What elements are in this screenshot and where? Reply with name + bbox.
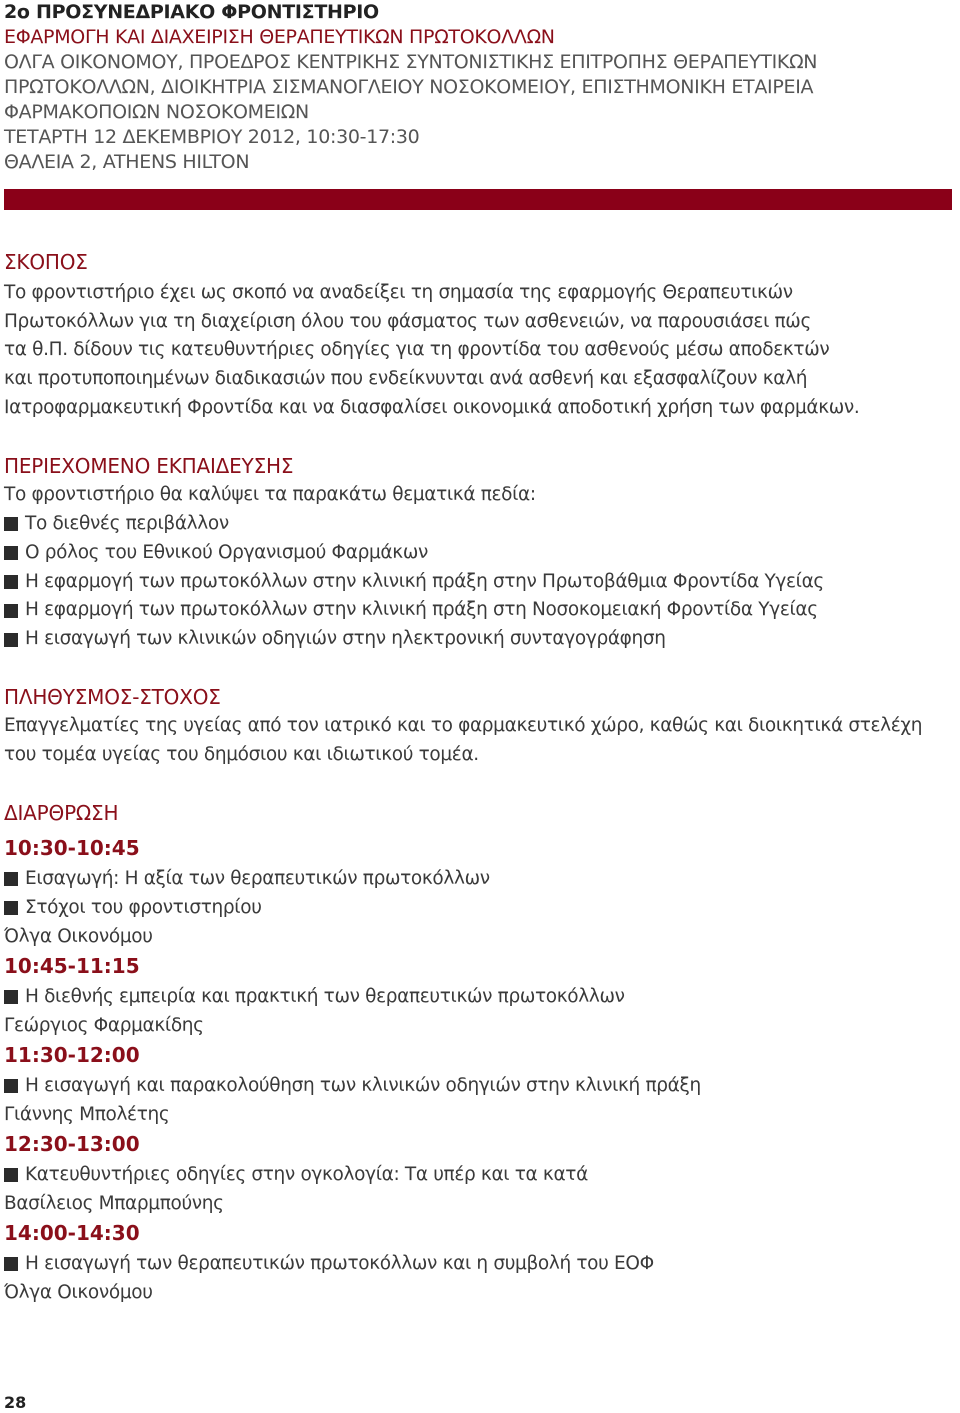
page-number: 28 (4, 1393, 27, 1412)
session-speaker: Όλγα Οικονόμου (4, 1282, 153, 1303)
session-item (4, 1160, 701, 1189)
session-time: 14:00-14:30 (4, 1221, 140, 1245)
session-item-text: Η εισαγωγή των θεραπευτικών πρωτοκόλλων και η συμβολή του ΕΟΦ (25, 1253, 654, 1274)
session-item (4, 893, 701, 922)
session-item-text: Στόχοι του φροντιστηρίου (25, 897, 262, 918)
section-title-plithysmos: ΠΛΗΘΥΣΜΟΣ-ΣΤΟΧΟΣ (4, 685, 221, 709)
session-item-text: Εισαγωγή: Η αξία των θεραπευτικών πρωτοκόλλων (25, 868, 490, 889)
list-item-text: Ο ρόλος του Εθνικού Οργανισμού Φαρμάκων (25, 541, 428, 563)
accent-bar (4, 189, 952, 210)
bullet-square-icon (4, 546, 18, 560)
bullet-square-icon (4, 575, 18, 589)
periexomeno-intro (4, 481, 954, 510)
session (4, 1218, 701, 1307)
list-item-text: Το διεθνές περιβάλλον (25, 513, 229, 534)
plithysmos-paragraph (4, 712, 954, 769)
session-speaker: Όλγα Οικονόμου (4, 926, 153, 947)
bullet-square-icon (4, 633, 18, 647)
session (4, 951, 701, 1040)
list-item (4, 539, 824, 568)
session-speaker: Βασίλειος Μπαρμπούνης (4, 1193, 224, 1214)
session (4, 1040, 701, 1129)
bullet-square-icon (4, 517, 18, 531)
session-item (4, 864, 701, 893)
paragraph-line: Πρωτοκόλλων για τη διαχείριση όλου του φάσματος των ασθενειών, να παρουσιάσει πώς (4, 310, 811, 332)
section-title-diarthrosi: ΔΙΑΡΘΡΩΣΗ (4, 801, 119, 825)
header-line: ΠΡΩΤΟΚΟΛΛΩΝ, ΔΙΟΙΚΗΤΡΙΑ ΣΙΣΜΑΝΟΓΛΕΙΟΥ ΝΟΣΟΚΟΜΕΙΟΥ, ΕΠΙΣΤΗΜΟΝΙΚΗ ΕΤΑΙΡΕΙΑ (4, 76, 814, 98)
bullet-square-icon (4, 901, 18, 915)
list-item (4, 596, 824, 625)
header-line: ΦΑΡΜΑΚΟΠΟΙΩΝ ΝΟΣΟΚΟΜΕΙΩΝ (4, 101, 309, 123)
paragraph-line: Επαγγελματίες της υγείας από τον ιατρικό και το φαρμακευτικό χώρο, καθώς και διοικητικά στελέχη (4, 715, 923, 736)
session-item (4, 1071, 701, 1100)
bullet-square-icon (4, 1168, 18, 1182)
list-item-text: Η εφαρμογή των πρωτοκόλλων στην κλινική πράξη στην Πρωτοβάθμια Φροντίδα Υγείας (25, 570, 824, 592)
paragraph-line: του τομέα υγείας του δημόσιου και ιδιωτικού τομέα. (4, 743, 479, 765)
session-item-text: Κατευθυντήριες οδηγίες στην ογκολογία: Τα υπέρ και τα κατά (25, 1164, 588, 1185)
bullet-square-icon (4, 872, 18, 886)
session-time: 10:30-10:45 (4, 836, 140, 860)
header (4, 0, 954, 175)
session-time: 10:45-11:15 (4, 954, 140, 978)
venue-line: ΘΑΛΕΙΑ 2, ATHENS HILTON (4, 151, 250, 173)
topics-list (4, 510, 824, 654)
session (4, 833, 701, 951)
session-item-text: Η διεθνής εμπειρία και πρακτική των θεραπευτικών πρωτοκόλλων (25, 986, 625, 1007)
seminar-subtitle: ΕΦΑΡΜΟΓΗ ΚΑΙ ΔΙΑΧΕΙΡΙΣΗ ΘΕΡΑΠΕΥΤΙΚΩΝ ΠΡΩΤΟΚΟΛΛΩΝ (4, 26, 555, 48)
list-item (4, 568, 824, 597)
session-item (4, 982, 701, 1011)
list-item (4, 625, 824, 654)
session-item (4, 1249, 701, 1278)
bullet-square-icon (4, 604, 18, 618)
paragraph-line: Το φροντιστήριο έχει ως σκοπό να αναδείξει τη σημασία της εφαρμογής Θεραπευτικών (4, 282, 793, 303)
skopos-paragraph (4, 279, 954, 423)
session-speaker: Γιάννης Μπολέτης (4, 1104, 170, 1125)
section-title-skopos: ΣΚΟΠΟΣ (4, 250, 88, 274)
section-title-periexomeno: ΠΕΡΙΕΧΟΜΕΝΟ ΕΚΠΑΙΔΕΥΣΗΣ (4, 454, 294, 478)
session-time: 12:30-13:00 (4, 1132, 140, 1156)
paragraph-line: Ιατροφαρμακευτική Φροντίδα και να διασφαλίσει οικονομικά αποδοτική χρήση των φαρμάκων. (4, 396, 860, 418)
header-line: ΟΛΓΑ ΟΙΚΟΝΟΜΟΥ, ΠΡΟΕΔΡΟΣ ΚΕΝΤΡΙΚΗΣ ΣΥΝΤΟΝΙΣΤΙΚΗΣ ΕΠΙΤΡΟΠΗΣ ΘΕΡΑΠΕΥΤΙΚΩΝ (4, 51, 818, 73)
paragraph-line: τα θ.Π. δίδουν τις κατευθυντήριες οδηγίες για τη φροντίδα του ασθενούς μέσω αποδεκτών (4, 339, 830, 361)
bullet-square-icon (4, 1257, 18, 1271)
list-item-text: Η εισαγωγή των κλινικών οδηγιών στην ηλεκτρονική συνταγογράφηση (25, 628, 666, 650)
schedule (4, 833, 701, 1307)
session-time: 11:30-12:00 (4, 1043, 140, 1067)
intro-line: Το φροντιστήριο θα καλύψει τα παρακάτω θεματικά πεδία: (4, 484, 536, 505)
session-item-text: Η εισαγωγή και παρακολούθηση των κλινικών οδηγιών στην κλινική πράξη (25, 1075, 701, 1096)
list-item-text: Η εφαρμογή των πρωτοκόλλων στην κλινική πράξη στη Νοσοκομειακή Φροντίδα Υγείας (25, 599, 818, 621)
bullet-square-icon (4, 1079, 18, 1093)
session-speaker: Γεώργιος Φαρμακίδης (4, 1015, 204, 1036)
bullet-square-icon (4, 990, 18, 1004)
paragraph-line: και προτυποποιημένων διαδικασιών που ενδείκνυνται ανά ασθενή και εξασφαλίζουν καλή (4, 368, 808, 390)
list-item (4, 510, 824, 539)
date-line: ΤΕΤΑΡΤΗ 12 ΔΕΚΕΜΒΡΙΟΥ 2012, 10:30-17:30 (4, 126, 420, 148)
seminar-title: 2ο ΠΡΟΣΥΝΕΔΡΙΑΚΟ ΦΡΟΝΤΙΣΤΗΡΙΟ (4, 1, 379, 23)
session (4, 1129, 701, 1218)
